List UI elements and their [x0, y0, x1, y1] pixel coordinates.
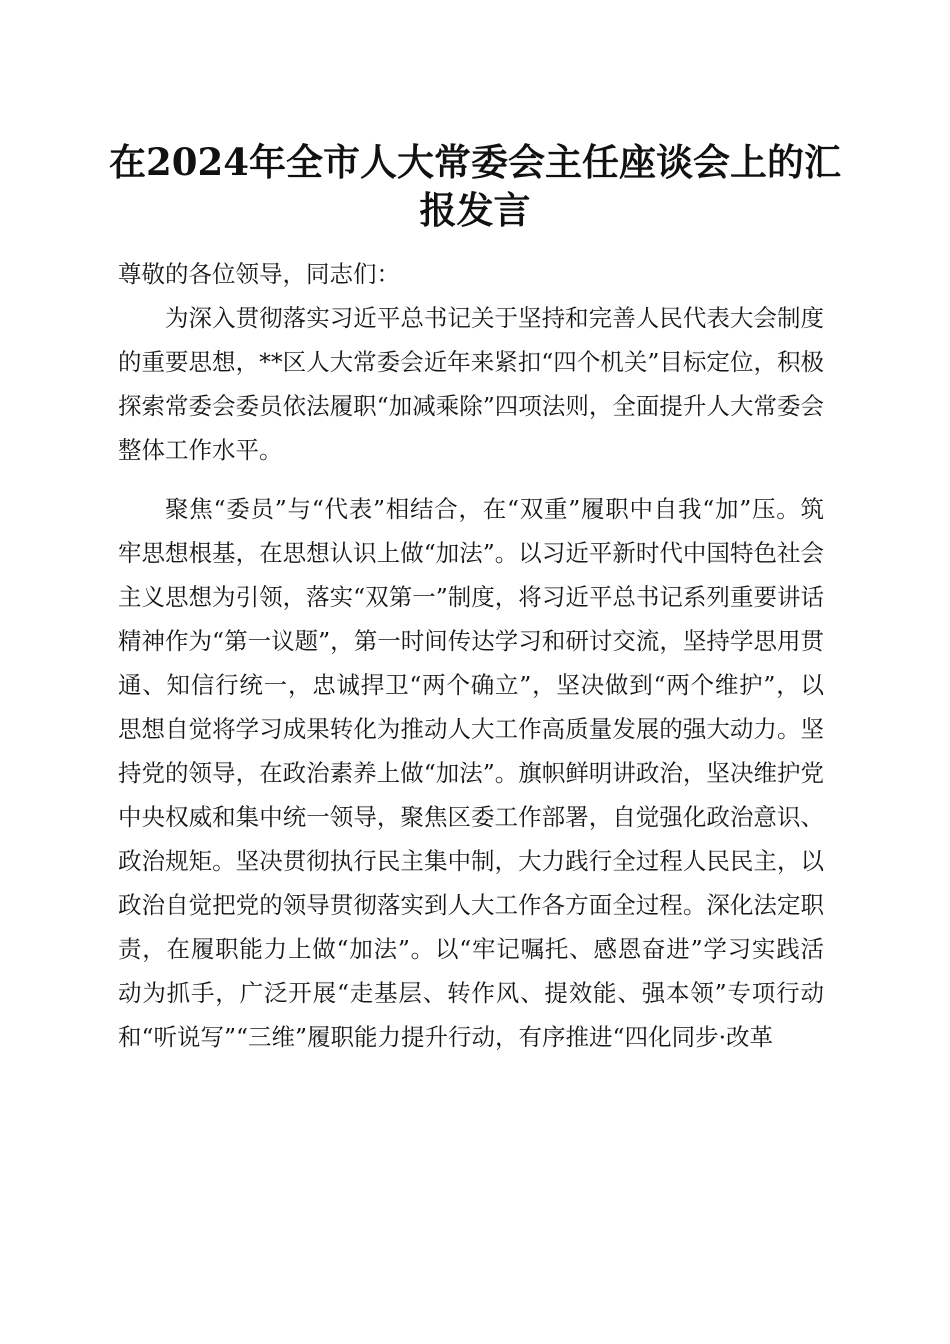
- document-title: 在2024年全市人大常委会主任座谈会上的汇报发言: [109, 140, 841, 232]
- salutation: 尊敬的各位领导，同志们：: [118, 260, 400, 288]
- paragraph-section-1: 聚焦“委员”与“代表”相结合，在“双重”履职中自我“加”压。筑牢思想根基，在思想认识上做“加法”。以习近平新时代中国特色社会主义思想为引领，落实“双第一”制度，将习近平总书记系列重要讲话精神作为“第一议题”，第一时间传达学习和研讨交流，坚持学思用贯通、知信行统一，忠诚捍卫“两个确立”，坚决做到“两个维护”，以思想自觉将学习成果转化为推动人大工作高质量发展的强大动力。坚持党的领导，在政治素养上做“加法”。旗帜鲜明讲政治，坚决维护党中央权威和集中统一领导，聚焦区委工作部署，自觉强化政治意识、政治规矩。坚决贯彻执行民主集中制，大力践行全过程人民民主，以政治自觉把党的领导贯彻落实到人大工作各方面全过程。深化法定职责，在履职能力上做“加法”。以“牢记嘱托、感恩奋进”学习实践活动为抓手，广泛开展“走基层、转作风、提效能、强本领”专项行动和“听说写”“三维”履职能力提升行动，有序推进“四化同步·改革: [118, 495, 824, 1051]
- paragraph-intro: 为深入贯彻落实习近平总书记关于坚持和完善人民代表大会制度的重要思想，**区人大常委会近年来紧扣“四个机关”目标定位，积极探索常委会委员依法履职“加减乘除”四项法则，全面提升人大常委会整体工作水平。: [118, 304, 824, 464]
- document-body: [118, 252, 824, 1059]
